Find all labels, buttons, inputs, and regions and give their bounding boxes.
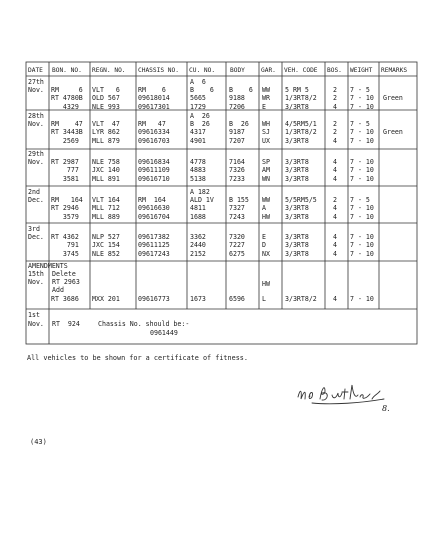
amendments-deleted-bon: RT 2963 [52, 278, 80, 286]
cell-chassis-no: 09617382 [138, 233, 170, 242]
cell-bos: 2 [333, 196, 337, 205]
header-chassis-no: CHASSIS NO. [138, 67, 179, 74]
cell-gar: SP [262, 158, 270, 167]
cell-gar: AM [262, 166, 270, 175]
cell-bos: 4 [333, 212, 337, 221]
cell-weight: 7 - 10 [350, 158, 374, 167]
cell-veh-code: 3/3RT8 [285, 136, 309, 145]
cell-weight: 7 - 10 [350, 94, 374, 103]
cell-veh-code: 3/3RT8 [285, 212, 309, 221]
cell-bon-no: RM 6 [51, 86, 83, 95]
cell-weight: 7 - 10 [350, 166, 374, 175]
cell-gar: WN [262, 174, 270, 183]
amend-cell-veh-code: 3/3RT8/2 [285, 295, 317, 303]
cell-veh-code: 3/3RT8 [285, 158, 309, 167]
cell-bos: 2 [333, 86, 337, 95]
cell-bos: 4 [333, 102, 337, 111]
cell-gar: NX [262, 249, 270, 258]
amend-cell-bos: 4 [333, 295, 337, 303]
cell-body: 7233 [229, 174, 245, 183]
cell-cu-no: B 6 [190, 86, 214, 95]
cell-cu-no: B 26 [190, 120, 210, 129]
cell-cu-no: A 26 [190, 112, 210, 120]
cell-weight: 7 - 10 [350, 212, 374, 221]
cell-bon-no: RT 3443B [51, 128, 83, 137]
header-body: BODY [230, 67, 245, 74]
cell-gar: UX [262, 136, 270, 145]
cell-cu-no: ALD 1V [190, 196, 214, 205]
cell-cu-no: 1688 [190, 212, 206, 221]
cell-cu-no: 5665 [190, 94, 206, 103]
footnote: All vehicles to be shown for a certificate of fitness. [27, 354, 248, 362]
cell-cu-no: 4778 [190, 158, 206, 167]
cell-gar: D [262, 241, 266, 250]
cell-veh-code: 3/3RT8 [285, 174, 309, 183]
cell-chassis-no: 09616334 [138, 128, 170, 137]
cell-weight: 7 - 10 [350, 204, 374, 213]
cell-veh-code: 3/3RT8 [285, 241, 309, 250]
cell-gar: WR [262, 94, 270, 103]
cell-cu-no: 2152 [190, 249, 206, 258]
cell-regn-no: NLP 527 [92, 233, 120, 242]
cell-body: B 155 [229, 196, 249, 205]
cell-weight: 7 - 5 [350, 120, 370, 129]
cell-regn-no: VLT 47 [92, 120, 120, 129]
cell-bos: 4 [333, 204, 337, 213]
header-cu-no: CU. NO. [189, 67, 216, 74]
note-date-2: Nov. [28, 320, 44, 328]
amendments-delete: Delete [52, 270, 76, 278]
header-regn-no: REGN. NO. [92, 67, 126, 74]
note-text-1: Chassis No. should be:- [98, 320, 190, 328]
cell-weight: 7 - 10 [350, 249, 374, 258]
cell-chassis-no: 09617301 [138, 102, 170, 111]
cell-bos: 4 [333, 158, 337, 167]
amendments-date-2: Nov. [28, 278, 44, 286]
cell-veh-code: 5 RM 5 [285, 86, 309, 95]
cell-regn-no: MLL 712 [92, 204, 120, 213]
header-bon-no: BON. NO. [52, 67, 82, 74]
note-text-2: 0961449 [150, 329, 178, 337]
cell-chassis-no: 09616630 [138, 204, 170, 213]
cell-body: 7227 [229, 241, 245, 250]
cell-regn-no: MLL 879 [92, 136, 120, 145]
cell-chassis-no: 09616710 [138, 174, 170, 183]
note-date-1: 1st [28, 311, 40, 319]
cell-body: 7207 [229, 136, 245, 145]
cell-veh-code: 1/3RT8/2 [285, 128, 317, 137]
amend-cell-regn-no: MXX 201 [92, 295, 120, 303]
cell-weight: 7 - 5 [350, 196, 370, 205]
cell-date: 29th [28, 150, 44, 158]
cell-weight: 7 - 10 [350, 233, 374, 242]
cell-date: 3rd [28, 225, 40, 233]
cell-body: 7327 [229, 204, 245, 213]
cell-veh-code: 3/3RT8 [285, 102, 309, 111]
amend-cell-cu-no: 1673 [190, 295, 206, 303]
cell-cu-no: 2440 [190, 241, 206, 250]
cell-chassis-no: 09616703 [138, 136, 170, 145]
cell-body: 9187 [229, 128, 245, 137]
cell-bos: 4 [333, 136, 337, 145]
cell-bon-no: RM 164 [51, 196, 83, 205]
cell-weight: 7 - 10 [350, 174, 374, 183]
cell-gar: WH [262, 120, 270, 129]
cell-bon-no: RM 47 [51, 120, 83, 129]
cell-body: 7320 [229, 233, 245, 242]
cell-chassis-no: 09611109 [138, 166, 170, 175]
cell-veh-code: 5/5RM5/5 [285, 196, 317, 205]
cell-date: 2nd [28, 188, 40, 196]
cell-gar: WW [262, 196, 270, 205]
cell-cu-no: 4901 [190, 136, 206, 145]
cell-bon-no: RT 4780B [51, 94, 83, 103]
cell-regn-no: OLD 567 [92, 94, 120, 103]
note-bon: RT 924 [52, 320, 80, 328]
cell-bon-no: 777 [51, 166, 79, 175]
header-veh-code: VEH. CODE [284, 67, 318, 74]
cell-body: 6275 [229, 249, 245, 258]
cell-regn-no: MLL 891 [92, 174, 120, 183]
cell-weight: 7 - 5 [350, 86, 370, 95]
cell-veh-code: 3/3RT8 [285, 249, 309, 258]
cell-cu-no: 5138 [190, 174, 206, 183]
cell-regn-no: NLE 993 [92, 102, 120, 111]
header-remarks: REMARKS [381, 67, 408, 74]
cell-bos: 2 [333, 128, 337, 137]
cell-remarks: Green [383, 128, 403, 137]
cell-gar: HW [262, 212, 270, 221]
cell-body: 7326 [229, 166, 245, 175]
amend-cell-body: 6596 [229, 295, 245, 303]
cell-date: 27th [28, 78, 44, 86]
cell-bos: 4 [333, 241, 337, 250]
cell-regn-no: LYR 862 [92, 128, 120, 137]
cell-date: Nov. [28, 158, 44, 167]
cell-body: B 6 [229, 86, 253, 95]
signature-suffix: 8. [382, 404, 390, 413]
cell-veh-code: 3/3RT8 [285, 166, 309, 175]
cell-cu-no: A 182 [190, 188, 210, 196]
header-date: DATE [28, 67, 43, 74]
cell-weight: 7 - 10 [350, 128, 374, 137]
cell-cu-no: 4811 [190, 204, 206, 213]
cell-cu-no: 1729 [190, 102, 206, 111]
cell-veh-code: 1/3RT8/2 [285, 94, 317, 103]
amend-cell-bon-no: RT 3686 [51, 295, 79, 303]
cell-regn-no: JXC 140 [92, 166, 120, 175]
amend-cell-chassis-no: 09616773 [138, 295, 170, 303]
cell-bos: 4 [333, 249, 337, 258]
cell-chassis-no: 09618014 [138, 94, 170, 103]
cell-chassis-no: RM 6 [138, 86, 166, 95]
header-bos: BOS. [327, 67, 342, 74]
cell-bos: 2 [333, 120, 337, 129]
cell-regn-no: NLE 758 [92, 158, 120, 167]
cell-regn-no: NLE 852 [92, 249, 120, 258]
cell-cu-no: A 6 [190, 78, 206, 86]
signature [292, 377, 392, 419]
cell-weight: 7 - 10 [350, 241, 374, 250]
cell-regn-no: JXC 154 [92, 241, 120, 250]
cell-bon-no: 2569 [51, 136, 79, 145]
amendments-title: AMENDMENTS [28, 262, 68, 270]
cell-date: Dec. [28, 233, 44, 242]
cell-date: 28th [28, 112, 44, 120]
cell-gar: E [262, 233, 266, 242]
amendments-date-1: 15th [28, 270, 44, 278]
cell-bos: 4 [333, 174, 337, 183]
cell-body: B 26 [229, 120, 249, 129]
cell-body: 7206 [229, 102, 245, 111]
cell-body: 7243 [229, 212, 245, 221]
cell-bon-no: RT 2987 [51, 158, 79, 167]
page-number: (43) [30, 438, 47, 446]
cell-gar: E [262, 102, 266, 111]
cell-gar: WW [262, 86, 270, 95]
cell-date: Dec. [28, 196, 44, 205]
cell-cu-no: 4883 [190, 166, 206, 175]
cell-chassis-no: 09611125 [138, 241, 170, 250]
header-gar: GAR. [261, 67, 276, 74]
cell-gar: SJ [262, 128, 270, 137]
cell-bon-no: 3579 [51, 212, 79, 221]
cell-chassis-no: 09616704 [138, 212, 170, 221]
cell-cu-no: 4317 [190, 128, 206, 137]
cell-bon-no: 3581 [51, 174, 79, 183]
cell-bos: 4 [333, 233, 337, 242]
cell-regn-no: VLT 164 [92, 196, 120, 205]
cell-regn-no: MLL 889 [92, 212, 120, 221]
cell-bon-no: RT 4362 [51, 233, 79, 242]
cell-body: 7164 [229, 158, 245, 167]
cell-remarks: Green [383, 94, 403, 103]
cell-chassis-no: RM 47 [138, 120, 166, 129]
cell-veh-code: 3/3RT8 [285, 204, 309, 213]
cell-chassis-no: RM 164 [138, 196, 166, 205]
header-weight: WEIGHT [350, 67, 373, 74]
cell-body: 9188 [229, 94, 245, 103]
cell-bon-no: RT 2946 [51, 204, 79, 213]
amendments-gar-hw: HW [262, 280, 270, 288]
cell-bos: 2 [333, 94, 337, 103]
cell-date: Nov. [28, 86, 44, 95]
cell-chassis-no: 09616834 [138, 158, 170, 167]
cell-date: Nov. [28, 120, 44, 129]
cell-weight: 7 - 10 [350, 136, 374, 145]
amend-cell-gar: L [262, 295, 266, 303]
cell-bon-no: 3745 [51, 249, 79, 258]
cell-cu-no: 3362 [190, 233, 206, 242]
cell-veh-code: 3/3RT8 [285, 233, 309, 242]
cell-gar: A [262, 204, 266, 213]
cell-bon-no: 791 [51, 241, 79, 250]
cell-bon-no: 4329 [51, 102, 79, 111]
cell-chassis-no: 09617243 [138, 249, 170, 258]
cell-veh-code: 4/5RM5/1 [285, 120, 317, 129]
amendments-add: Add [52, 286, 64, 294]
cell-bos: 4 [333, 166, 337, 175]
amend-cell-weight: 7 - 10 [350, 295, 374, 303]
cell-weight: 7 - 10 [350, 102, 374, 111]
cell-regn-no: VLT 6 [92, 86, 120, 95]
